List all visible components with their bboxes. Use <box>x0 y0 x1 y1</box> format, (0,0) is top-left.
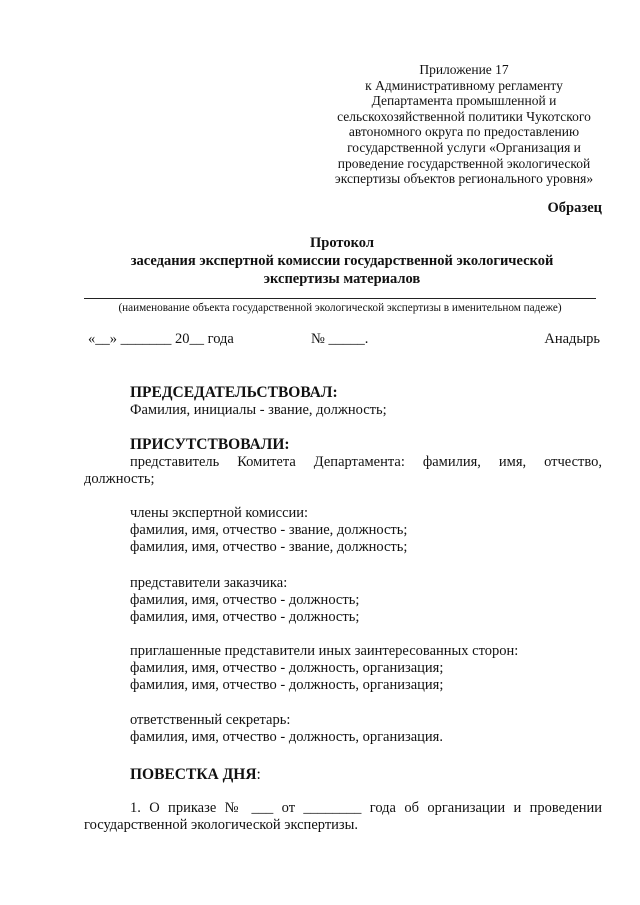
present-heading: ПРИСУТСТВОВАЛИ: <box>130 436 290 453</box>
customer-item: фамилия, имя, отчество - должность; <box>130 592 360 608</box>
annex-line: сельскохозяйственной политики Чукотского <box>337 108 591 124</box>
customer-label: представители заказчика: <box>130 575 288 591</box>
annex-line: проведение государственной экологической <box>337 155 591 171</box>
agenda-heading-text: ПОВЕСТКА ДНЯ <box>130 766 257 783</box>
member-item: фамилия, имя, отчество - звание, должность; <box>130 539 408 555</box>
invited-item: фамилия, имя, отчество - должность, организация; <box>130 660 444 676</box>
agenda-heading-colon: : <box>256 766 261 783</box>
secretary-section <box>84 712 602 746</box>
annex-line: к Административному регламенту <box>365 77 563 93</box>
chair-section <box>84 383 602 419</box>
agenda-item-line: 1. О приказе № ___ от ________ года об организации и проведении <box>130 800 602 816</box>
members-label: члены экспертной комиссии: <box>130 505 309 521</box>
annex-line: экспертизы объектов регионального уровня» <box>334 171 594 187</box>
date-field: «__» _______ 20__ года <box>88 331 234 347</box>
title-line: заседания экспертной комиссии государственной экологической <box>130 253 554 269</box>
document-title <box>84 234 600 288</box>
annex-line: государственной услуги «Организация и <box>347 139 581 155</box>
member-item: фамилия, имя, отчество - звание, должность; <box>130 522 408 538</box>
invited-item: фамилия, имя, отчество - должность, организация; <box>130 677 444 693</box>
sample-label: Образец <box>547 200 602 216</box>
agenda-item-line-continued: государственной экологической экспертизы. <box>84 817 359 833</box>
chair-heading: ПРЕДСЕДАТЕЛЬСТВОВАЛ: <box>130 384 338 401</box>
chair-text: Фамилия, инициалы - звание, должность; <box>130 402 387 418</box>
present-line: представитель Комитета Департамента: фамилия, имя, отчество, <box>130 454 602 470</box>
agenda-section <box>84 765 602 784</box>
city-name: Анадырь <box>544 331 600 347</box>
present-line-continued: должность; <box>84 471 155 487</box>
members-section <box>84 505 602 556</box>
object-name-line <box>84 298 596 299</box>
title-line: Протокол <box>310 235 374 251</box>
customer-item: фамилия, имя, отчество - должность; <box>130 609 360 625</box>
invited-label: приглашенные представители иных заинтересованных сторон: <box>130 643 519 659</box>
customer-section <box>84 575 602 626</box>
secretary-label: ответственный секретарь: <box>130 712 291 728</box>
present-section <box>84 435 602 488</box>
annex-line: автономного округа по предоставлению <box>348 124 580 140</box>
agenda-item-1 <box>84 800 602 834</box>
secretary-text: фамилия, имя, отчество - должность, организация. <box>130 729 443 745</box>
agenda-heading <box>84 765 602 784</box>
title-line: экспертизы материалов <box>263 271 421 287</box>
invited-section <box>84 643 602 694</box>
number-field: № _____. <box>311 331 369 347</box>
annex-line: Департамента промышленной и <box>371 93 557 109</box>
annex-block <box>330 62 598 187</box>
object-name-caption: (наименование объекта государственной экологической экспертизы в именительном падеже) <box>118 302 562 314</box>
annex-line: Приложение 17 <box>419 62 509 77</box>
